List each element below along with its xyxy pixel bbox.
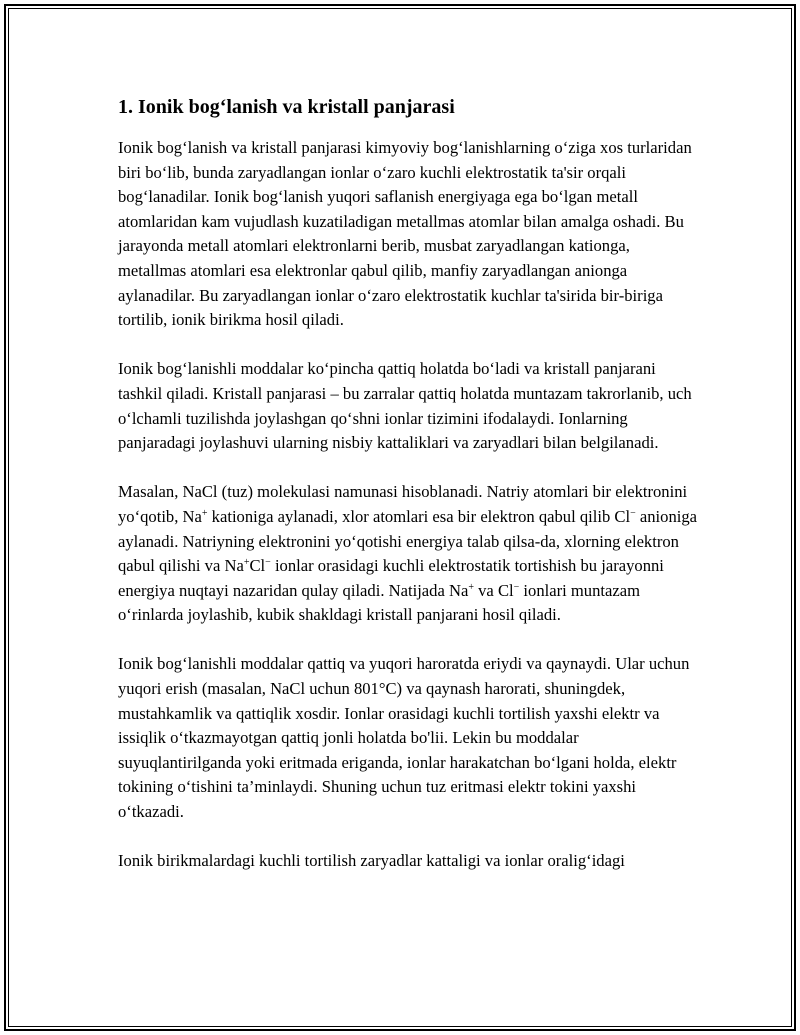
text-segment: va Cl bbox=[473, 580, 514, 600]
text-segment: ionlari muntazam o‘rinlarda joylashib, kubik shakldagi kristall panjarani hosil qiladi. bbox=[118, 580, 640, 625]
text-segment: Masalan, NaCl (tuz) molekulasi namunasi hisoblanadi. Natriy atomlari bir elektronini yo‘qotib, Na bbox=[118, 482, 688, 526]
text-segment: Cl bbox=[249, 556, 266, 576]
text-segment: kationiga aylanadi, xlor atomlari esa bir elektron qabul qilib Cl bbox=[207, 506, 631, 526]
superscript-plus: + bbox=[468, 581, 474, 593]
text-segment: anioniga aylanadi. Natriyning elektronini yo‘qotishi energiya talab qilsa-da, xlorning elektron qabul qilishi va Na bbox=[118, 506, 698, 576]
text-segment: ionlar orasidagi kuchli elektrostatik tortishish bu jarayonni energiya nuqtayi nazaridan qulay qiladi. Natijada Na bbox=[118, 556, 664, 600]
section-heading: 1. Ionik bog‘lanish va kristall panjarasi bbox=[118, 96, 455, 118]
paragraph-4: Ionik bog‘lanishli moddalar qattiq va yuqori haroratda eriydi va qaynaydi. Ular uchun yuqori erish (masalan, NaCl uchun 801°C) va qaynash harorati, shuningdek, mustahkamlik va qattiqlik xosdir. Ionlar orasidagi kuchli tortilish yaxshi elektr va issiqlik o‘tkazmayotgan qattiq jonli holatda bo'lii. Lekin bu moddalar suyuqlantirilganda yoki eritmada eriganda, ionlar harakatchan bo‘lgani holda, elektr tokining o‘tishini ta’minlaydi. Shuning uchun tuz eritmasi elektr tokini yaxshi o‘tkazadi. bbox=[118, 654, 690, 822]
superscript-minus: − bbox=[513, 581, 520, 593]
document-body bbox=[118, 93, 698, 898]
superscript-minus: − bbox=[265, 557, 271, 569]
paragraph-3-nacl-example bbox=[118, 480, 698, 628]
superscript-plus: + bbox=[243, 557, 250, 569]
paragraph-5: Ionik birikmalardagi kuchli tortilish zaryadlar kattaligi va ionlar oralig‘idagi bbox=[118, 851, 625, 871]
superscript-minus: − bbox=[630, 507, 636, 519]
paragraph-1: Ionik bog‘lanish va kristall panjarasi kimyoviy bog‘lanishlarning o‘ziga xos turlaridan biri bo‘lib, bunda zaryadlangan ionlar o‘zaro kuchli elektrostatik ta'sir orqali bog‘lanadilar. Ionik bog‘lanish yuqori saflanish energiyaga ega bo‘lgan metall atomlaridan kam vujudlash kuzatiladigan metallmas atomlar bilan amalga oshadi. Bu jarayonda metall atomlari elektronlarni berib, musbat zaryadlangan kationga, metallmas atomlari esa elektronlar qabul qilib, manfiy zaryadlangan anionga aylanadilar. Bu zaryadlangan ionlar o‘zaro elektrostatik kuchlar ta'sirida bir-biriga tortilib, ionik birikma hosil qiladi. bbox=[118, 138, 692, 330]
superscript-plus: + bbox=[201, 507, 208, 519]
paragraph-2: Ionik bog‘lanishli moddalar ko‘pincha qattiq holatda bo‘ladi va kristall panjarani tashkil qiladi. Kristall panjarasi – bu zarralar qattiq holatda muntazam takrorlanib, uch o‘lchamli tuzilishda joylashgan qo‘shni ionlar tizimini ifodalaydi. Ionlarning panjaradagi joylashuvi ularning nisbiy kattaliklari va zaryadlari bilan belgilanadi. bbox=[118, 359, 692, 453]
